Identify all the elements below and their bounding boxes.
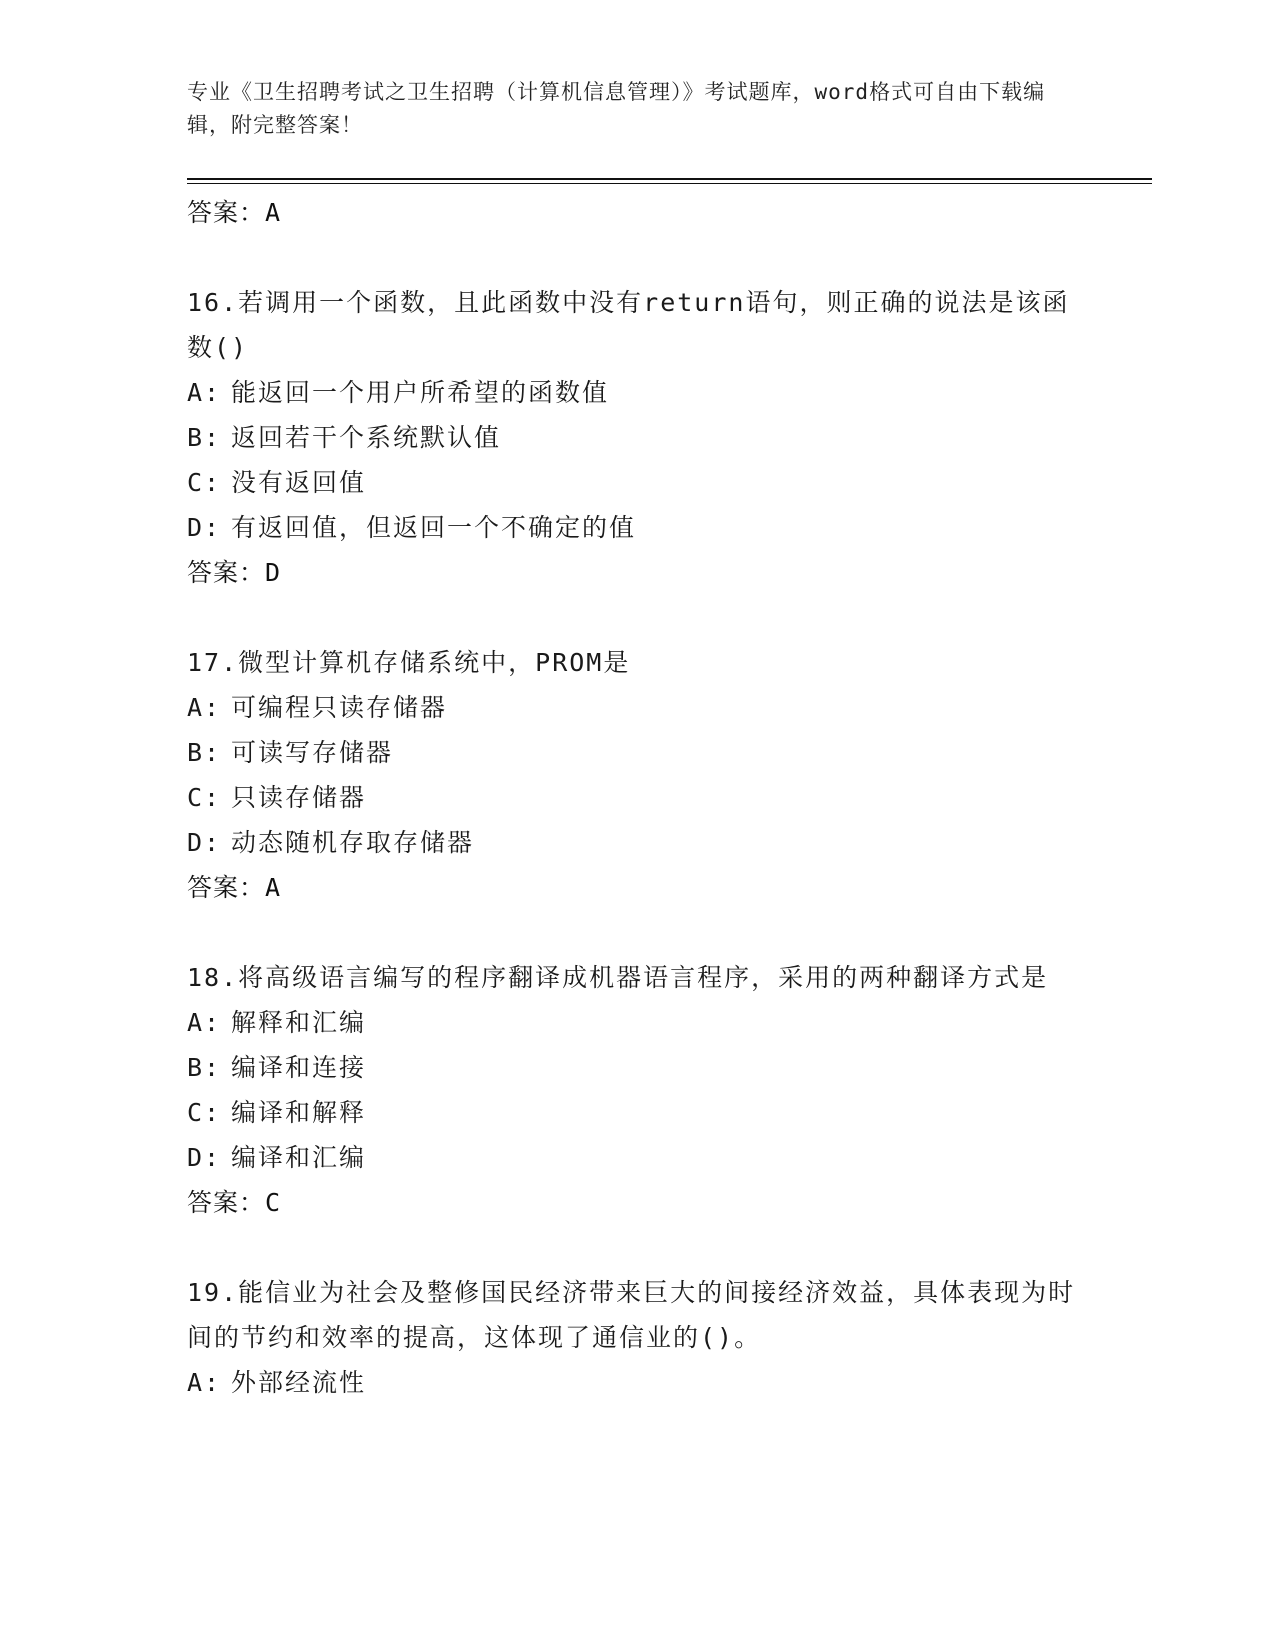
answer-line [187, 190, 1087, 235]
option-letter: D: [187, 828, 222, 857]
spacer [187, 235, 1087, 280]
question-list [187, 190, 1087, 1405]
option-d [187, 1135, 1087, 1180]
question-text: 微型计算机存储系统中，PROM是 [238, 648, 631, 677]
answer-label: 答案： [187, 558, 266, 587]
option-letter: B: [187, 423, 222, 452]
option-a [187, 1360, 1087, 1405]
spacer [187, 595, 1087, 640]
option-text: 编译和连接 [231, 1053, 367, 1082]
option-text: 编译和汇编 [231, 1143, 367, 1172]
option-a [187, 1000, 1087, 1045]
option-text: 外部经流性 [231, 1368, 367, 1397]
option-b [187, 415, 1087, 460]
option-text: 只读存储器 [231, 783, 367, 812]
option-a [187, 370, 1087, 415]
question-stem [187, 640, 1087, 685]
header-divider-thin [187, 183, 1152, 184]
answer-value: A [265, 873, 282, 902]
question-block [187, 280, 1087, 595]
answer-line [187, 865, 1087, 910]
option-letter: B: [187, 738, 222, 767]
option-letter: C: [187, 468, 222, 497]
spacer [187, 910, 1087, 955]
answer-value: D [265, 558, 282, 587]
option-letter: D: [187, 513, 222, 542]
question-number: 17. [187, 648, 239, 677]
question-number: 18. [187, 963, 239, 992]
option-letter: C: [187, 1098, 222, 1127]
option-letter: B: [187, 1053, 222, 1082]
option-c [187, 775, 1087, 820]
spacer [187, 1225, 1087, 1270]
option-text: 返回若干个系统默认值 [231, 423, 502, 452]
option-letter: A: [187, 693, 222, 722]
answer-label: 答案： [187, 873, 266, 902]
option-letter: A: [187, 1008, 222, 1037]
question-stem [187, 1270, 1087, 1360]
question-stem [187, 955, 1087, 1000]
option-text: 可编程只读存储器 [231, 693, 448, 722]
option-letter: D: [187, 1143, 222, 1172]
question-block [187, 1270, 1087, 1405]
question-block [187, 640, 1087, 910]
question-text: 若调用一个函数，且此函数中没有return语句，则正确的说法是该函数() [187, 288, 1070, 362]
option-text: 动态随机存取存储器 [231, 828, 475, 857]
option-text: 能返回一个用户所希望的函数值 [231, 378, 610, 407]
question-stem [187, 280, 1087, 370]
question-number: 16. [187, 288, 239, 317]
answer-value: C [265, 1188, 282, 1217]
question-text: 将高级语言编写的程序翻译成机器语言程序，采用的两种翻译方式是 [238, 963, 1049, 992]
question-block [187, 955, 1087, 1225]
document-header: 专业《卫生招聘考试之卫生招聘（计算机信息管理）》考试题库，word格式可自由下载编辑，附完整答案！ [187, 80, 1046, 137]
option-c [187, 1090, 1087, 1135]
header-divider-thick [187, 178, 1152, 180]
answer-line [187, 550, 1087, 595]
answer-label: 答案： [187, 198, 266, 227]
option-c [187, 460, 1087, 505]
option-text: 解释和汇编 [231, 1008, 367, 1037]
option-text: 编译和解释 [231, 1098, 367, 1127]
option-text: 可读写存储器 [231, 738, 394, 767]
option-text: 有返回值，但返回一个不确定的值 [231, 513, 637, 542]
question-text: 能信业为社会及整修国民经济带来巨大的间接经济效益，具体表现为时间的节约和效率的提高，这体现了通信业的()。 [187, 1278, 1076, 1352]
option-b [187, 1045, 1087, 1090]
question-number: 19. [187, 1278, 239, 1307]
option-a [187, 685, 1087, 730]
option-b [187, 730, 1087, 775]
option-text: 没有返回值 [231, 468, 367, 497]
option-letter: C: [187, 783, 222, 812]
answer-label: 答案： [187, 1188, 266, 1217]
option-letter: A: [187, 378, 222, 407]
answer-value: A [265, 198, 282, 227]
option-d [187, 505, 1087, 550]
option-letter: A: [187, 1368, 222, 1397]
answer-line [187, 1180, 1087, 1225]
option-d [187, 820, 1087, 865]
